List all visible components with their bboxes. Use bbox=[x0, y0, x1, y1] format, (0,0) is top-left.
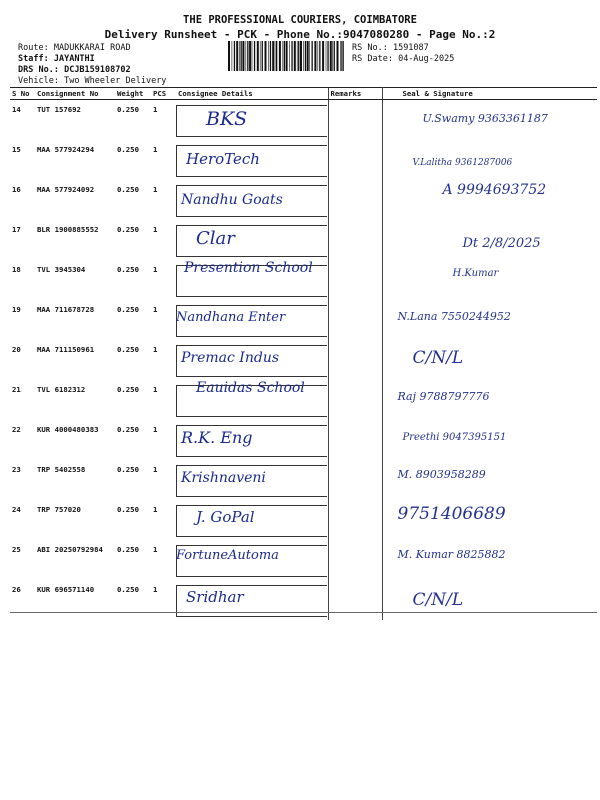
barcode-bar bbox=[268, 41, 269, 71]
sno-cell: 17 bbox=[12, 225, 21, 234]
col-header-remarks: Remarks bbox=[328, 88, 382, 100]
rs-date-label: RS Date: bbox=[352, 54, 393, 64]
table-row bbox=[10, 180, 597, 220]
signature-handwriting: U.Swamy 9363361187 bbox=[422, 112, 548, 125]
barcode-bar bbox=[260, 41, 261, 71]
barcode-bar bbox=[234, 41, 235, 71]
drs-value: DCJB159108702 bbox=[64, 65, 131, 75]
signature-handwriting: M. Kumar 8825882 bbox=[397, 548, 506, 561]
barcode-bar bbox=[327, 41, 328, 71]
vehicle-value: Two Wheeler Delivery bbox=[64, 76, 167, 86]
consignee-cell bbox=[176, 580, 328, 620]
seal-signature-cell bbox=[382, 580, 597, 620]
runsheet-subtitle: Delivery Runsheet - PCK - Phone No.:9047080280 - Page No.:2 bbox=[104, 28, 496, 41]
barcode-bar bbox=[252, 41, 253, 71]
consignment-cell: TVL 3945304 bbox=[37, 265, 86, 274]
barcode-bar bbox=[262, 41, 263, 71]
weight-cell: 0.250 bbox=[117, 185, 139, 194]
consignment-cell: KUR 4000480383 bbox=[37, 425, 99, 434]
consignee-handwriting: HeroTech bbox=[186, 150, 260, 168]
sno-cell: 16 bbox=[12, 185, 21, 194]
sno-cell: 18 bbox=[12, 265, 21, 274]
consignee-cell bbox=[176, 460, 328, 500]
consignment-cell: MAA 711150961 bbox=[37, 345, 95, 354]
runsheet-table bbox=[10, 87, 597, 620]
consignee-handwriting: Krishnaveni bbox=[181, 470, 266, 486]
pcs-cell: 1 bbox=[153, 105, 158, 114]
barcode-bar bbox=[341, 41, 342, 71]
barcode-bar bbox=[246, 41, 247, 71]
weight-cell: 0.250 bbox=[117, 465, 139, 474]
remarks-cell bbox=[328, 460, 382, 500]
consignee-handwriting: Sridhar bbox=[186, 588, 244, 606]
barcode-bar bbox=[257, 41, 259, 71]
barcode-bar bbox=[239, 41, 240, 71]
rs-no-line bbox=[352, 43, 429, 54]
pcs-cell: 1 bbox=[153, 305, 158, 314]
consignment-cell: TRP 5402558 bbox=[37, 465, 86, 474]
consignee-handwriting: Nandhana Enter bbox=[176, 310, 286, 325]
signature-handwriting: V.Lalitha 9361287006 bbox=[412, 158, 513, 168]
staff-value: JAYANTHI bbox=[53, 54, 95, 64]
col-header-weight: Weight bbox=[115, 88, 151, 100]
sno-cell: 26 bbox=[12, 585, 21, 594]
seal-signature-cell bbox=[382, 140, 597, 180]
sno-cell: 21 bbox=[12, 385, 21, 394]
barcode-bar bbox=[242, 41, 244, 71]
pcs-cell: 1 bbox=[153, 505, 158, 514]
seal-signature-cell bbox=[382, 100, 597, 141]
weight-cell: 0.250 bbox=[117, 345, 139, 354]
remarks-cell bbox=[328, 420, 382, 460]
barcode-bar bbox=[305, 41, 306, 71]
consignment-cell: MAA 711678728 bbox=[37, 305, 95, 314]
barcode-bar bbox=[279, 41, 281, 71]
weight-cell: 0.250 bbox=[117, 305, 139, 314]
barcode-bar bbox=[318, 41, 319, 71]
remarks-cell bbox=[328, 180, 382, 220]
table-header-row bbox=[10, 88, 597, 100]
barcode-bar bbox=[340, 41, 341, 71]
remarks-cell bbox=[328, 380, 382, 420]
consignee-box bbox=[176, 105, 327, 137]
sno-cell: 23 bbox=[12, 465, 21, 474]
barcode-bar bbox=[297, 41, 298, 71]
barcode-bar bbox=[319, 41, 320, 71]
pcs-cell: 1 bbox=[153, 265, 158, 274]
remarks-cell bbox=[328, 140, 382, 180]
pcs-cell: 1 bbox=[153, 225, 158, 234]
barcode bbox=[228, 41, 344, 71]
sno-cell: 15 bbox=[12, 145, 21, 154]
barcode-bar bbox=[294, 41, 296, 71]
seal-signature-cell bbox=[382, 460, 597, 500]
signature-handwriting: N.Lana 7550244952 bbox=[397, 310, 511, 323]
barcode-bar bbox=[322, 41, 324, 71]
remarks-cell bbox=[328, 540, 382, 580]
weight-cell: 0.250 bbox=[117, 105, 139, 114]
consignee-cell bbox=[176, 500, 328, 540]
consignee-cell bbox=[176, 540, 328, 580]
consignee-handwriting: R.K. Eng bbox=[181, 428, 253, 447]
barcode-bar bbox=[298, 41, 299, 71]
table-row bbox=[10, 500, 597, 540]
barcode-bar bbox=[249, 41, 251, 71]
barcode-bar bbox=[289, 41, 290, 71]
consignee-handwriting: BKS bbox=[206, 108, 248, 130]
consignee-handwriting: Eauidas School bbox=[196, 380, 305, 396]
signature-handwriting: Raj 9788797776 bbox=[397, 390, 490, 403]
col-header-consignment: Consignment No bbox=[35, 88, 115, 100]
barcode-bar bbox=[228, 41, 230, 71]
barcode-bar bbox=[254, 41, 255, 71]
col-header-sno: S No bbox=[10, 88, 35, 100]
barcode-bar bbox=[330, 41, 332, 71]
remarks-cell bbox=[328, 340, 382, 380]
sno-cell: 24 bbox=[12, 505, 21, 514]
pcs-cell: 1 bbox=[153, 345, 158, 354]
barcode-bar bbox=[236, 41, 238, 71]
barcode-bar bbox=[307, 41, 309, 71]
remarks-cell bbox=[328, 220, 382, 260]
pcs-cell: 1 bbox=[153, 465, 158, 474]
table-row bbox=[10, 140, 597, 180]
consignee-cell bbox=[176, 140, 328, 180]
weight-cell: 0.250 bbox=[117, 265, 139, 274]
signature-handwriting: H.Kumar bbox=[452, 268, 499, 279]
barcode-bar bbox=[265, 41, 267, 71]
table-row bbox=[10, 260, 597, 300]
table-row bbox=[10, 420, 597, 460]
seal-signature-cell bbox=[382, 340, 597, 380]
signature-handwriting: Dt 2/8/2025 bbox=[462, 236, 541, 251]
barcode-bar bbox=[303, 41, 304, 71]
consignee-handwriting: FortuneAutoma bbox=[176, 548, 279, 563]
consignee-cell bbox=[176, 220, 328, 260]
sno-cell: 20 bbox=[12, 345, 21, 354]
weight-cell: 0.250 bbox=[117, 585, 139, 594]
staff-line bbox=[18, 54, 95, 65]
company-title: THE PROFESSIONAL COURIERS, COIMBATORE bbox=[183, 14, 417, 26]
rs-no-label: RS No.: bbox=[352, 43, 388, 53]
pcs-cell: 1 bbox=[153, 425, 158, 434]
barcode-bar bbox=[326, 41, 327, 71]
weight-cell: 0.250 bbox=[117, 425, 139, 434]
signature-handwriting: M. 8903958289 bbox=[397, 468, 486, 481]
table-row bbox=[10, 220, 597, 260]
signature-handwriting: A 9994693752 bbox=[442, 182, 547, 198]
barcode-bar bbox=[232, 41, 233, 71]
route-line bbox=[18, 43, 131, 54]
consignment-cell: BLR 1900885552 bbox=[37, 225, 99, 234]
route-value: MADUKKARAI ROAD bbox=[53, 43, 131, 53]
col-header-pcs: PCS bbox=[151, 88, 176, 100]
seal-signature-cell bbox=[382, 220, 597, 260]
barcode-bar bbox=[276, 41, 277, 71]
consignee-cell bbox=[176, 420, 328, 460]
table-row bbox=[10, 380, 597, 420]
barcode-bar bbox=[332, 41, 333, 71]
sno-cell: 25 bbox=[12, 545, 21, 554]
barcode-bar bbox=[312, 41, 313, 71]
route-label: Route: bbox=[18, 43, 49, 53]
table-row bbox=[10, 340, 597, 380]
barcode-bar bbox=[334, 41, 335, 71]
vehicle-line bbox=[18, 76, 166, 87]
rs-date-line bbox=[352, 54, 454, 65]
barcode-bar bbox=[283, 41, 284, 71]
barcode-bar bbox=[337, 41, 339, 71]
table-row bbox=[10, 580, 597, 620]
consignee-cell bbox=[176, 180, 328, 220]
barcode-bar bbox=[241, 41, 242, 71]
consignee-handwriting: J. GoPal bbox=[196, 508, 255, 526]
bottom-rule bbox=[10, 612, 597, 613]
signature-handwriting: C/N/L bbox=[412, 590, 464, 610]
remarks-cell bbox=[328, 580, 382, 620]
consignment-cell: MAA 577924092 bbox=[37, 185, 95, 194]
consignment-cell: KUR 696571140 bbox=[37, 585, 95, 594]
consignment-cell: MAA 577924294 bbox=[37, 145, 95, 154]
col-header-consignee: Consignee Details bbox=[176, 88, 328, 100]
barcode-bar bbox=[309, 41, 310, 71]
sno-cell: 14 bbox=[12, 105, 21, 114]
weight-cell: 0.250 bbox=[117, 225, 139, 234]
table-row bbox=[10, 100, 597, 141]
barcode-bar bbox=[272, 41, 274, 71]
barcode-bar bbox=[343, 41, 344, 71]
signature-handwriting: 9751406689 bbox=[397, 504, 506, 524]
consignee-handwriting: Premac Indus bbox=[181, 350, 280, 366]
pcs-cell: 1 bbox=[153, 185, 158, 194]
consignment-cell: ABI 20250792984 bbox=[37, 545, 103, 554]
seal-signature-cell bbox=[382, 300, 597, 340]
consignment-cell: TRP 757020 bbox=[37, 505, 81, 514]
seal-signature-cell bbox=[382, 500, 597, 540]
seal-signature-cell bbox=[382, 540, 597, 580]
weight-cell: 0.250 bbox=[117, 545, 139, 554]
drs-label: DRS No.: bbox=[18, 65, 59, 75]
barcode-bar bbox=[247, 41, 248, 71]
weight-cell: 0.250 bbox=[117, 385, 139, 394]
consignee-cell bbox=[176, 380, 328, 420]
consignee-handwriting: Presention School bbox=[184, 260, 313, 276]
remarks-cell bbox=[328, 300, 382, 340]
seal-signature-cell bbox=[382, 260, 597, 300]
sno-cell: 22 bbox=[12, 425, 21, 434]
drs-line bbox=[18, 65, 131, 76]
consignee-cell bbox=[176, 100, 328, 141]
signature-handwriting: C/N/L bbox=[412, 348, 464, 368]
table-row bbox=[10, 300, 597, 340]
weight-cell: 0.250 bbox=[117, 145, 139, 154]
table-row bbox=[10, 460, 597, 500]
consignee-cell bbox=[176, 300, 328, 340]
rs-date-value: 04-Aug-2025 bbox=[398, 54, 455, 64]
remarks-cell bbox=[328, 500, 382, 540]
rs-no-value: 1591087 bbox=[392, 43, 429, 53]
consignment-cell: TVL 6182312 bbox=[37, 385, 86, 394]
consignee-cell bbox=[176, 260, 328, 300]
col-header-seal: Seal & Signature bbox=[382, 88, 597, 100]
pcs-cell: 1 bbox=[153, 585, 158, 594]
barcode-bar bbox=[314, 41, 316, 71]
seal-signature-cell bbox=[382, 420, 597, 460]
table-row bbox=[10, 540, 597, 580]
remarks-cell bbox=[328, 260, 382, 300]
consignee-cell bbox=[176, 340, 328, 380]
consignment-cell: TUT 157692 bbox=[37, 105, 81, 114]
pcs-cell: 1 bbox=[153, 545, 158, 554]
seal-signature-cell bbox=[382, 180, 597, 220]
barcode-bar bbox=[300, 41, 302, 71]
staff-label: Staff: bbox=[18, 54, 49, 64]
barcode-bar bbox=[286, 41, 288, 71]
vehicle-label: Vehicle: bbox=[18, 76, 59, 86]
pcs-cell: 1 bbox=[153, 385, 158, 394]
signature-handwriting: Preethi 9047395151 bbox=[402, 432, 507, 443]
pcs-cell: 1 bbox=[153, 145, 158, 154]
weight-cell: 0.250 bbox=[117, 505, 139, 514]
barcode-bar bbox=[284, 41, 285, 71]
barcode-bar bbox=[275, 41, 276, 71]
remarks-cell bbox=[328, 100, 382, 141]
barcode-bar bbox=[270, 41, 271, 71]
sno-cell: 19 bbox=[12, 305, 21, 314]
barcode-bar bbox=[291, 41, 292, 71]
consignee-handwriting: Nandhu Goats bbox=[181, 192, 283, 208]
seal-signature-cell bbox=[382, 380, 597, 420]
consignee-handwriting: Clar bbox=[196, 228, 235, 249]
